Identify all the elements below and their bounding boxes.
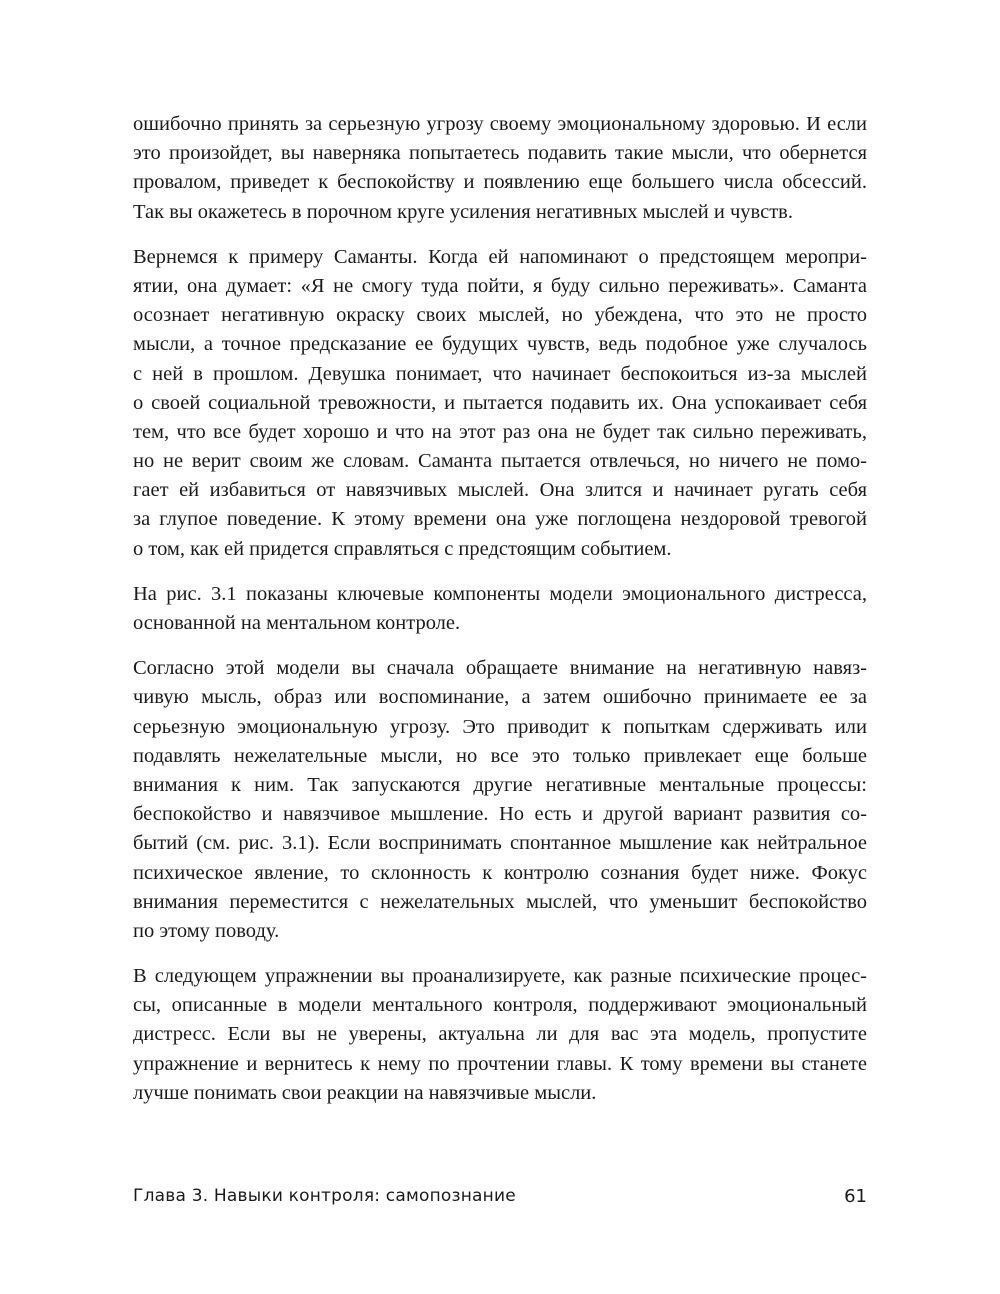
text-line: это произойдет, вы наверняка попытаетесь подавить такие мысли, что обернется <box>133 142 867 165</box>
paragraph <box>133 962 867 1108</box>
text-line: о своей социальной тревожности, и пытается подавить их. Она успокаивает себя <box>133 391 867 414</box>
text-line: ошибочно принять за серьезную угрозу своему эмоциональному здоровью. И если <box>133 113 867 135</box>
text-line: осознает негативную окраску своих мыслей, но убеждена, что это не просто <box>133 304 867 327</box>
text-line: с ней в прошлом. Девушка понимает, что начинает беспокоиться из-за мыслей <box>133 362 867 385</box>
text-line: внимания переместится с нежелательных мыслей, что уменьшит беспокойство <box>133 890 867 913</box>
text-line: упражнение и вернитесь к нему по прочтении главы. К тому времени вы станете <box>133 1052 867 1075</box>
body-text <box>133 110 867 1124</box>
text-line: ятии, она думает: «Я не смогу туда пойти, я буду сильно переживать». Саманта <box>133 274 867 297</box>
page-number: 61 <box>844 1186 867 1207</box>
text-line: за глупое поведение. К этому времени она уже поглощена нездоровой тревогой <box>133 508 867 531</box>
text-line: провалом, приведет к беспокойству и появлению еще большего числа обсессий. <box>133 171 867 194</box>
text-line: Вернемся к примеру Саманты. Когда ей напоминают о предстоящем меропри- <box>133 245 867 268</box>
text-line: о том, как ей придется справляться с предстоящим событием. <box>133 537 672 560</box>
text-line: тем, что все будет хорошо и что на этот раз она не будет так сильно переживать, <box>133 420 867 443</box>
text-line: подавлять нежелательные мысли, но все это только привлекает еще больше <box>133 744 867 767</box>
text-line: дистресс. Если вы не уверены, актуальна ли для вас эта модель, пропустите <box>133 1023 867 1046</box>
text-line: сы, описанные в модели ментального контроля, поддерживают эмоциональный <box>133 994 867 1017</box>
text-line: Согласно этой модели вы сначала обращаете внимание на негативную навяз- <box>133 657 867 680</box>
text-line: психическое явление, то склонность к контролю сознания будет ниже. Фокус <box>133 861 867 884</box>
paragraph <box>133 580 867 638</box>
text-line: серьезную эмоциональную угрозу. Это приводит к попыткам сдерживать или <box>133 715 867 738</box>
text-line: На рис. 3.1 показаны ключевые компоненты модели эмоционального дистресса, <box>133 582 867 605</box>
text-line: лучше понимать свои реакции на навязчивые мысли. <box>133 1081 597 1104</box>
text-line: внимания к ним. Так запускаются другие негативные ментальные процессы: <box>133 773 867 796</box>
text-line: мысли, а точное предсказание ее будущих чувств, ведь подобное уже случалось <box>133 333 867 356</box>
text-line: Так вы окажетесь в порочном круге усиления негативных мыслей и чувств. <box>133 200 793 223</box>
paragraph <box>133 243 867 564</box>
paragraph <box>133 654 867 946</box>
paragraph <box>133 110 867 227</box>
text-line: бытий (см. рис. 3.1). Если воспринимать спонтанное мышление как нейтральное <box>133 832 867 855</box>
text-line: основанной на ментальном контроле. <box>133 612 461 634</box>
text-line: но не верит своим же словам. Саманта пытается отвлечься, но ничего не помо- <box>133 450 867 473</box>
running-footer-chapter-title: Глава 3. Навыки контроля: самопознание <box>133 1186 516 1206</box>
text-line: по этому поводу. <box>133 919 280 942</box>
text-line: В следующем упражнении вы проанализируете, как разные психические процес- <box>133 965 867 988</box>
text-line: чивую мысль, образ или воспоминание, а затем ошибочно принимаете ее за <box>133 686 867 709</box>
page-footer <box>133 1186 867 1216</box>
text-line: гает ей избавиться от навязчивых мыслей. Она злится и начинает ругать себя <box>133 479 867 502</box>
text-line: беспокойство и навязчивое мышление. Но есть и другой вариант развития со- <box>133 803 867 826</box>
